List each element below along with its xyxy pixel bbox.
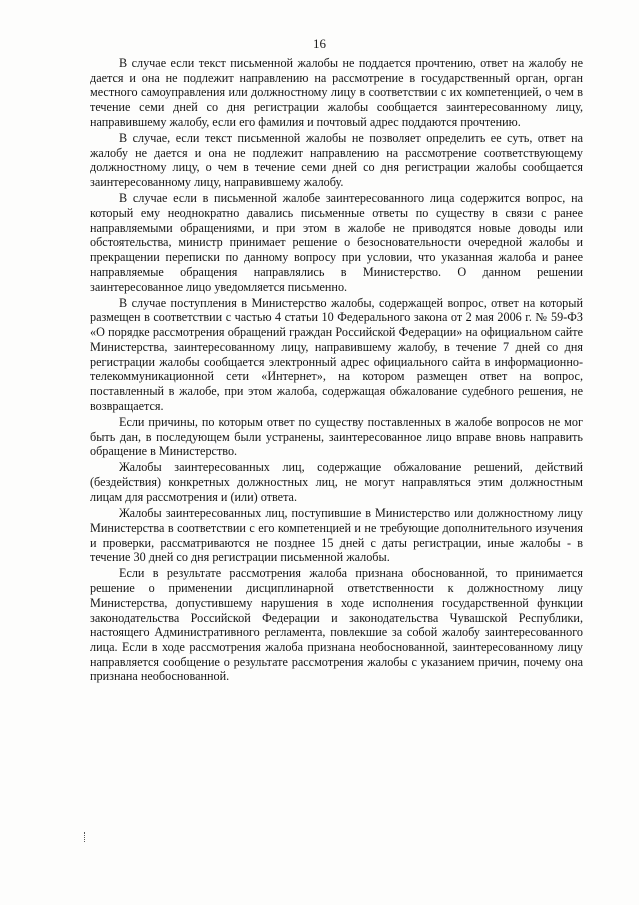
paragraph-repeated-question: В случае если в письменной жалобе заинтересованного лица содержится вопрос, на который ему неоднократно давались письменные ответы по существу в связи с ранее направляемыми обращениями, и при этом в жалобе не приводятся новые доводы или обстоятельства, министр принимает решение о безосновательности очередной жалобы и прекращении переписки по данному вопросу при условии, что указанная жалоба и ранее направляемые обращения направлялись в Министерство. О данном решении заинтересованное лицо уведомляется письменно. xyxy=(90,191,583,294)
paragraph-officials-complaints: Жалобы заинтересованных лиц, содержащие обжалование решений, действий (бездействия) конкретных должностных лиц, не могут направляться этим должностным лицам для рассмотрения и (или) ответа. xyxy=(90,460,583,504)
paragraph-review-deadlines: Жалобы заинтересованных лиц, поступившие в Министерство или должностному лицу Министерства в соответствии с его компетенцией и не требующие дополнительного изучения и проверки, рассматриваются не позднее 15 дней с даты регистрации, иные жалобы - в течение 30 дней со дня регистрации письменной жалобы. xyxy=(90,506,583,565)
paragraph-reasons-eliminated: Если причины, по которым ответ по существу поставленных в жалобе вопросов не мог быть дан, в последующем были устранены, заинтересованное лицо вправе вновь направить обращение в Министерство. xyxy=(90,414,583,459)
paragraph-illegible-complaint: В случае если текст письменной жалобы не поддается прочтению, ответ на жалобу не дается и она не подлежит направлению на рассмотрение в государственный орган, орган местного самоуправления или должностному лицу в соответствии с их компетенцией, о чем в течение семи дней со дня регистрации жалобы сообщается заинтересованному лицу, направившему жалобу, если его фамилия и почтовый адрес поддаются прочтению. xyxy=(90,56,583,129)
page-number: 16 xyxy=(313,36,326,51)
paragraph-undeterminable-essence: В случае, если текст письменной жалобы не позволяет определить ее суть, ответ на жалобу не дается и она не подлежит направлению на рассмотрение соответствующему должностному лицу, о чем в течение семи дней со дня регистрации жалобы сообщается заинтересованному лицу, направившему жалобу. xyxy=(90,131,583,190)
document-body xyxy=(90,56,583,686)
paragraph-review-result: Если в результате рассмотрения жалоба признана обоснованной, то принимается решение о применении дисциплинарной ответственности к должностному лицу Министерства, допустившему нарушения в ходе исполнения государственной функции законодательства Российской Федерации и законодательства Чувашской Республики, настоящего Административного регламента, повлекшие за собой жалобу заинтересованного лица. Если в ходе рассмотрения жалоба признана необоснованной, заинтересованному лицу направляется сообщение о результате рассмотрения жалобы с указанием причин, почему она признана необоснованной. xyxy=(90,566,583,684)
scan-margin-mark xyxy=(84,832,87,842)
paragraph-published-answer: В случае поступления в Министерство жалобы, содержащей вопрос, ответ на который размещен в соответствии с частью 4 статьи 10 Федерального закона от 2 мая 2006 г. № 59-ФЗ «О порядке рассмотрения обращений граждан Российской Федерации» на официальном сайте Министерства, заинтересованному лицу, направившему жалобу, в течение 7 дней со дня регистрации жалобы сообщается электронный адрес официального сайта в информационно-телекоммуникационной сети «Интернет», на котором размещен ответ на вопрос, поставленный в жалобе, при этом жалоба, содержащая обжалование судебного решения, не возвращается. xyxy=(90,295,583,413)
